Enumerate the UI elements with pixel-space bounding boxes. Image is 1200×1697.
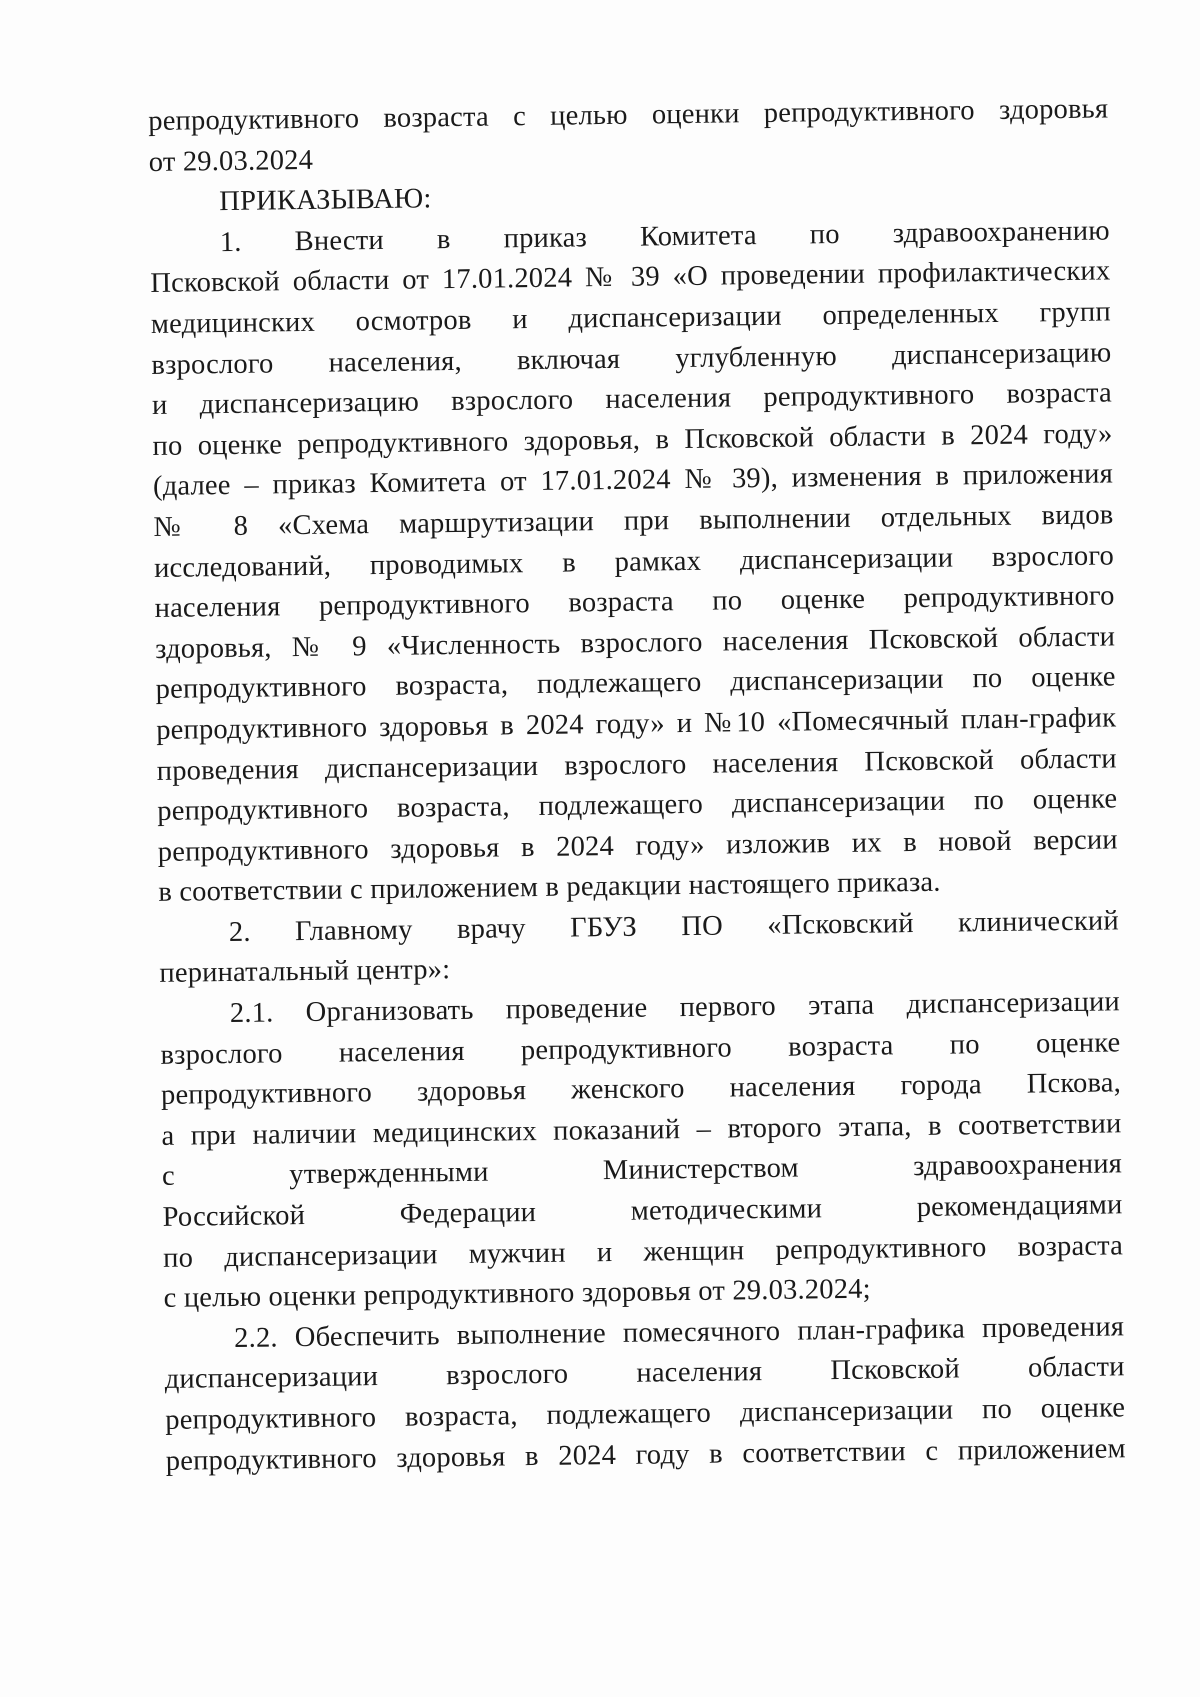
text-line: 2.1. Организовать проведение первого этапа диспансеризации [229,986,1121,1030]
text-line: репродуктивного возраста с целью оценки репродуктивного здоровья [148,93,1109,137]
text-line: репродуктивного здоровья в 2024 году в соответствии с приложением [165,1432,1126,1477]
text-line: населения репродуктивного возраста по оценке репродуктивного [154,580,1115,625]
text-line: 2.2. Обеспечить выполнение помесячного план-графика проведения [233,1311,1125,1354]
text-line: и диспансеризацию взрослого населения репродуктивного возраста [151,377,1113,422]
text-line: здоровья, № 9 «Численность взрослого населения Псковской области [154,621,1116,665]
text-line: по диспансеризации мужчин и женщин репродуктивного возраста [162,1229,1124,1274]
text-line: репродуктивного здоровья в 2024 году» изложив их в новой версии [157,824,1118,868]
text-line: репродуктивного возраста, подлежащего диспансеризации по оценке [165,1392,1126,1436]
text-line: 2. Главному врачу ГБУЗ ПО «Псковский клинический [228,905,1120,948]
text-line: проведения диспансеризации взрослого населения Псковской области [156,742,1117,787]
text-line: в соответствии с приложением в редакции настоящего приказа. [158,866,941,909]
order-heading: ПРИКАЗЫВАЮ: [219,183,432,218]
text-line: диспансеризации взрослого населения Псковской области [164,1351,1125,1396]
text-line: взрослого населения репродуктивного возраста по оценке [160,1027,1121,1071]
document-body [148,89,1126,1482]
text-line: по оценке репродуктивного здоровья, в Псковской области в 2024 году» [152,418,1113,462]
text-line: № 8 «Схема маршрутизации при выполнении отдельных видов [153,499,1114,543]
text-line: репродуктивного возраста, подлежащего диспансеризации по оценке [155,661,1116,706]
text-line: перинатальный центр»: [159,954,451,990]
text-line: (далее – приказ Комитета от 17.01.2024 № 39), изменения в приложения [152,458,1114,503]
text-line: с целью оценки репродуктивного здоровья от 29.03.2024; [163,1273,871,1315]
text-line: а при наличии медицинских показаний – второго этапа, в соответствии [161,1108,1122,1152]
text-line: 1. Внести в приказ Комитета по здравоохранению [219,215,1110,258]
text-line: с утвержденными Министерством здравоохранения [161,1148,1123,1193]
text-line: от 29.03.2024 [148,144,314,178]
text-line: репродуктивного возраста, подлежащего диспансеризации по оценке [157,783,1118,828]
text-line: медицинских осмотров и диспансеризации определенных групп [150,296,1112,340]
text-line: Российской Федерации методическими рекомендациями [162,1189,1123,1233]
text-line: взрослого населения, включая углубленную диспансеризацию [151,336,1112,381]
text-line: исследований, проводимых в рамках диспансеризации взрослого [153,539,1115,584]
text-line: репродуктивного здоровья женского населения города Пскова, [160,1067,1122,1112]
text-line: репродуктивного здоровья в 2024 году» и №10 «Помесячный план-график [156,702,1117,746]
text-line: Псковской области от 17.01.2024 № 39 «О проведении профилактических [150,255,1111,300]
